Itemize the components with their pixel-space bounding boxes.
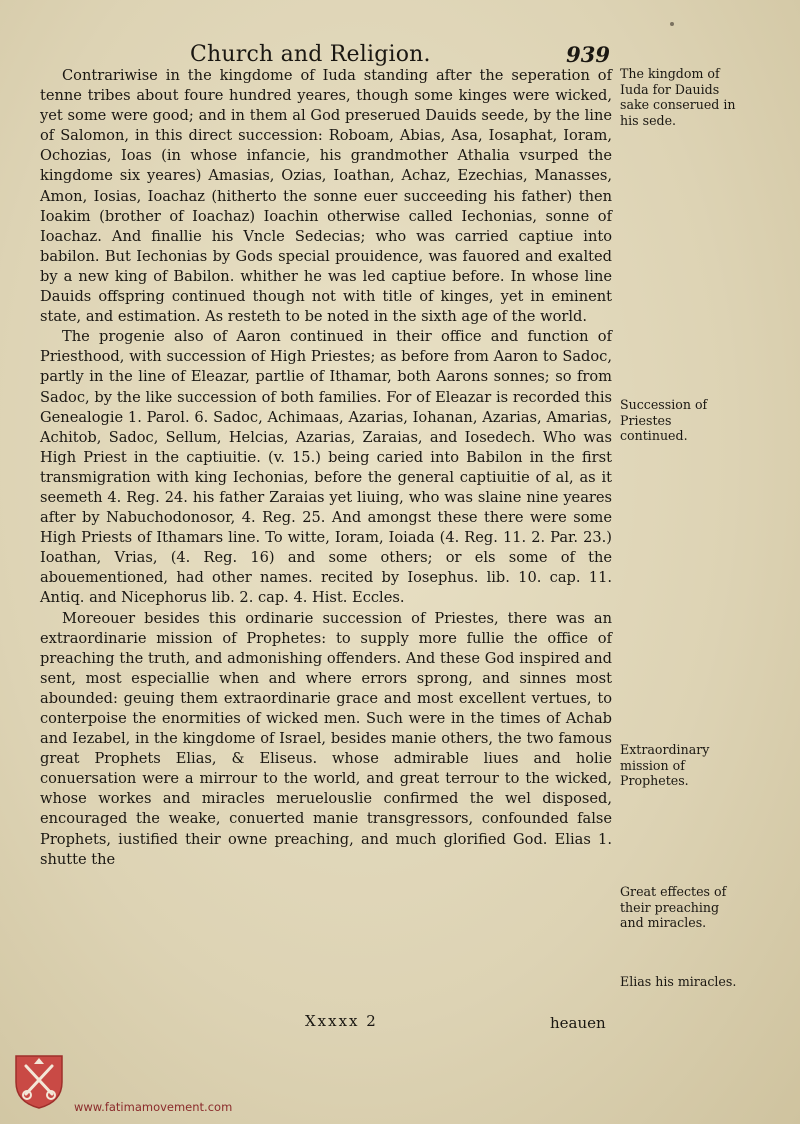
catchword: heauen	[550, 1014, 606, 1032]
margin-note-kingdom-of-iuda: The kingdom of Iuda for Dauids sake conserued in his sede.	[620, 66, 736, 128]
running-title: Church and Religion.	[190, 42, 431, 67]
margin-note-extraordinary-mission: Extraordinary mission of Prophetes.	[620, 742, 710, 788]
margin-note-succession-of-priestes: Succession of Priestes continued.	[620, 397, 708, 443]
signature-mark: Xxxxx 2	[305, 1012, 378, 1030]
margin-note-elias-miracles: Elias his miracles.	[620, 974, 737, 989]
margin-note-great-effectes: Great effectes of their preaching and miracles.	[620, 884, 727, 930]
website-link[interactable]: www.fatimamovement.com	[74, 1100, 233, 1114]
main-text	[40, 66, 612, 870]
paragraph-progenie-of-aaron: The progenie also of Aaron continued in their office and function of Priesthood, with succession of High Priestes; as before from Aaron to Sadoc, partly in the line of Eleazar, partlie of Ithamar, both Aarons sonnes; so from Sadoc, by the like succession of both families. For of Eleazar is recorded this Genealogie 1. Parol. 6. Sadoc, Achimaas, Azarias, Iohanan, Azarias, Amarias, Achitob, Sadoc, Sellum, Helcias, Azarias, Zaraias, and Iosedech. Who was High Priest in the captiuitie. (v. 15.) being caried into Babilon in the first transmigration with king Iechonias, before the general captiuitie of al, as it seemeth 4. Reg. 24. his father Zaraias yet liuing, who was slaine nine yeares after by Nabuchodonosor, 4. Reg. 25. And amongst these there were some High Priests of Ithamars line. To witte, Ioram, Ioiada (4. Reg. 11. 2. Par. 23.) Ioathan, Vrias, (4. Reg. 16) and some others; or els some of the abouementioned, had other names. recited by Iosephus. lib. 10. cap. 11. Antiq. and Nicephorus lib. 2. cap. 4. Hist. Eccles.	[40, 328, 612, 607]
papal-keys-seal-icon	[10, 1052, 68, 1110]
page-number: 939	[566, 42, 610, 67]
paragraph-kingdome-of-iuda: Contrariwise in the kingdome of Iuda standing after the seperation of tenne tribes about foure hundred yeares, though some kinges were wicked, yet some were good; and in them al God preserued Dauids seede, by the line of Salomon, in this direct succession: Roboam, Abias, Asa, Iosaphat, Ioram, Ochozias, Ioas (in whose infancie, his grandmother Athalia vsurped the kingdome six yeares) Amasias, Ozias, Ioathan, Achaz, Ezechias, Manasses, Amon, Iosias, Ioachaz (hitherto the sonne euer succeeding his father) then Ioakim (brother of Ioachaz) Ioachin otherwise called Iechonias, sonne of Ioachaz. And finallie his Vncle Sedecias; who was carried captiue into babilon. But Iechonias by Gods special prouidence, was fauored and exalted by a new king of Babilon. whither he was led captiue before. In whose line Dauids offspring continued though not with title of kinges, yet in eminent state, and estimation. As resteth to be noted in the sixth age of the world.	[40, 67, 612, 326]
paragraph-mission-of-prophetes: Moreouer besides this ordinarie succession of Priestes, there was an extraordinarie mission of Prophetes: to supply more fullie the office of preaching the truth, and admonishing offenders. And these God inspired and sent, most especiallie when and where errors sprong, and sinnes most abounded: geuing them extraordinarie grace and most excellent vertues, to conterpoise the enormities of wicked men. Such were in the times of Achab and Iezabel, in the kingdome of Israel, besides manie others, the two famous great Prophets Elias, & Eliseus. whose admirable liues and holie conuersation were a mirrour to the world, and great terrour to the wicked, whose workes and miracles meruelouslie confirmed the wel disposed, encouraged the weake, conuerted manie transgressors, confounded false Prophets, iustified their owne preaching, and much glorified God. Elias 1. shutte the	[40, 609, 612, 868]
ink-speck	[670, 22, 674, 26]
